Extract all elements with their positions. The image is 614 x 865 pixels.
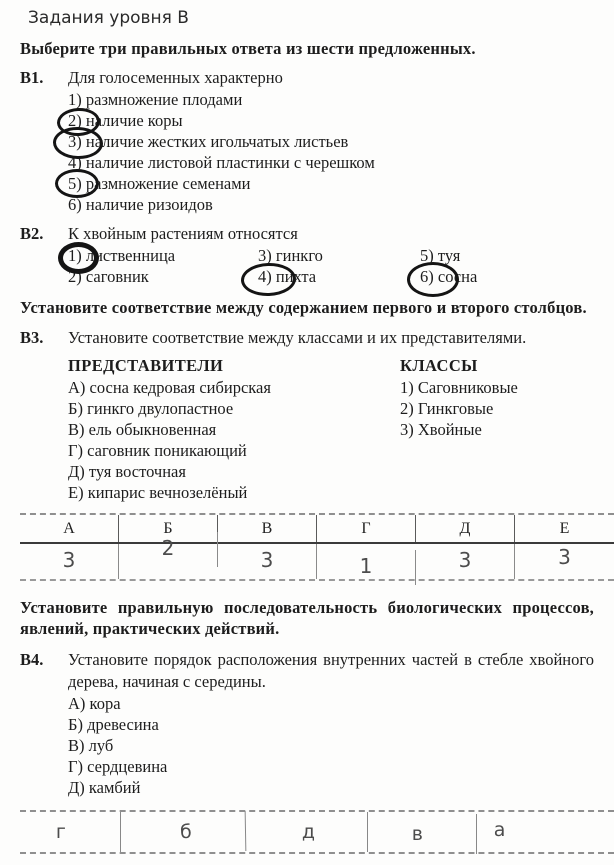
b2-option-6: 6) сосна xyxy=(420,267,478,286)
b3-representative-b: Б) гинкго двулопастное xyxy=(68,399,234,418)
b4-answer-table xyxy=(20,810,614,854)
b3-answer-table-header-row xyxy=(20,515,614,544)
question-b2-head xyxy=(20,223,594,245)
scanned-test-page xyxy=(0,8,614,865)
question-b1-options xyxy=(68,89,594,215)
b1-option-3: 3) наличие жестких игольчатых листьев xyxy=(68,132,349,151)
instruction-match-columns: Установите соответствие между содержанием первого и второго столбцов. xyxy=(20,298,587,317)
instruction-sequence: Установите правильную последовательность биологических процессов, явлений, практических действий. xyxy=(20,598,594,638)
b2-option-2: 2) саговник xyxy=(68,267,149,286)
b3-handwritten-answer-d: 3 xyxy=(416,544,515,579)
b3-handwritten-answer-v: 3 xyxy=(218,544,317,579)
b4-handwritten-answer-4: в xyxy=(358,814,477,854)
answer-circle-mark-b2-1 xyxy=(58,242,99,274)
b4-option-b: Б) древесина xyxy=(68,715,159,734)
page-title: Задания уровня В xyxy=(28,8,189,28)
b3-handwritten-answer-g: 1 xyxy=(317,550,416,585)
b3-answer-header-a: А xyxy=(20,515,119,542)
question-b1-text: Для голосеменных характерно xyxy=(68,68,283,87)
b3-answer-header-g: Г xyxy=(317,515,416,542)
b3-representative-v: В) ель обыкновенная xyxy=(68,420,217,439)
b3-handwritten-answer-e: 3 xyxy=(558,545,571,569)
b3-representative-e: Е) кипарис вечнозелёный xyxy=(68,483,248,502)
b1-option-2: 2) наличие коры xyxy=(68,111,183,130)
b3-right-header: КЛАССЫ xyxy=(400,356,478,375)
question-b3-head xyxy=(20,327,594,349)
question-b3-text: Установите соответствие между классами и их представителями. xyxy=(68,328,527,347)
b3-class-1: 1) Саговниковые xyxy=(400,378,518,397)
question-b3 xyxy=(20,327,594,503)
question-b1-head xyxy=(20,67,594,89)
question-b2 xyxy=(20,223,594,287)
b1-option-4: 4) наличие листовой пластинки с черешком xyxy=(68,153,375,172)
b4-handwritten-answer-2: б xyxy=(126,811,245,853)
answer-circle-mark-b1-5 xyxy=(55,169,99,198)
b3-left-header: ПРЕДСТАВИТЕЛИ xyxy=(68,356,224,375)
b3-representative-d: Д) туя восточная xyxy=(68,462,186,481)
b1-option-1: 1) размножение плодами xyxy=(68,90,243,109)
b1-option-6: 6) наличие ризоидов xyxy=(68,195,213,214)
b4-handwritten-answer-5: а xyxy=(493,819,506,841)
b3-answer-table-answer-row xyxy=(20,536,614,579)
b3-class-3: 3) Хвойные xyxy=(400,420,482,439)
b3-answer-table xyxy=(20,513,614,581)
b4-option-v: В) луб xyxy=(68,736,114,755)
b3-representative-a: А) сосна кедровая сибирская xyxy=(68,378,271,397)
b3-handwritten-answer-b: 2 xyxy=(119,532,218,567)
question-b3-number: В3. xyxy=(20,328,44,347)
b3-representatives-column xyxy=(68,355,400,503)
question-b4-options xyxy=(68,693,594,798)
b3-representative-g: Г) саговник поникающий xyxy=(68,441,247,460)
question-b4-number: В4. xyxy=(20,650,44,669)
b2-option-1: 1) лиственница xyxy=(68,246,176,265)
b3-classes-column xyxy=(400,355,594,503)
answer-circle-mark-b2-6 xyxy=(407,262,459,297)
b4-option-a: А) кора xyxy=(68,694,121,713)
b3-answer-header-e: Е xyxy=(559,520,570,537)
b4-option-d: Д) камбий xyxy=(68,778,141,797)
question-b2-text: К хвойным растениям относятся xyxy=(68,224,298,243)
question-b4-head xyxy=(20,649,594,693)
b3-class-2: 2) Гинкговые xyxy=(400,399,494,418)
b2-option-5: 5) туя xyxy=(420,246,461,265)
instruction-choose-three: Выберите три правильных ответа из шести предложенных. xyxy=(20,39,476,58)
question-b2-number: В2. xyxy=(20,224,44,243)
b4-handwritten-answer-1: г xyxy=(2,812,121,852)
b4-handwritten-answer-3: д xyxy=(250,812,369,852)
question-b1-number: В1. xyxy=(20,68,44,87)
b3-answer-header-d: Д xyxy=(416,515,515,542)
question-b2-options xyxy=(68,245,594,287)
b2-option-4: 4) пихта xyxy=(258,267,317,286)
b1-option-5: 5) размножение семенами xyxy=(68,174,251,193)
b2-option-3: 3) гинкго xyxy=(258,246,323,265)
b3-answer-header-v: В xyxy=(218,515,317,542)
question-b1 xyxy=(20,67,594,215)
answer-circle-mark-b2-4 xyxy=(240,262,296,297)
b3-answer-header-b: Б xyxy=(119,515,218,542)
b3-handwritten-answer-a: 3 xyxy=(20,544,119,579)
question-b4-text: Установите порядок расположения внутренних частей в стебле хвойного дерева, начиная с середины. xyxy=(68,650,594,691)
b4-option-g: Г) сердцевина xyxy=(68,757,168,776)
b3-match-columns xyxy=(68,355,594,503)
question-b4 xyxy=(20,649,594,798)
